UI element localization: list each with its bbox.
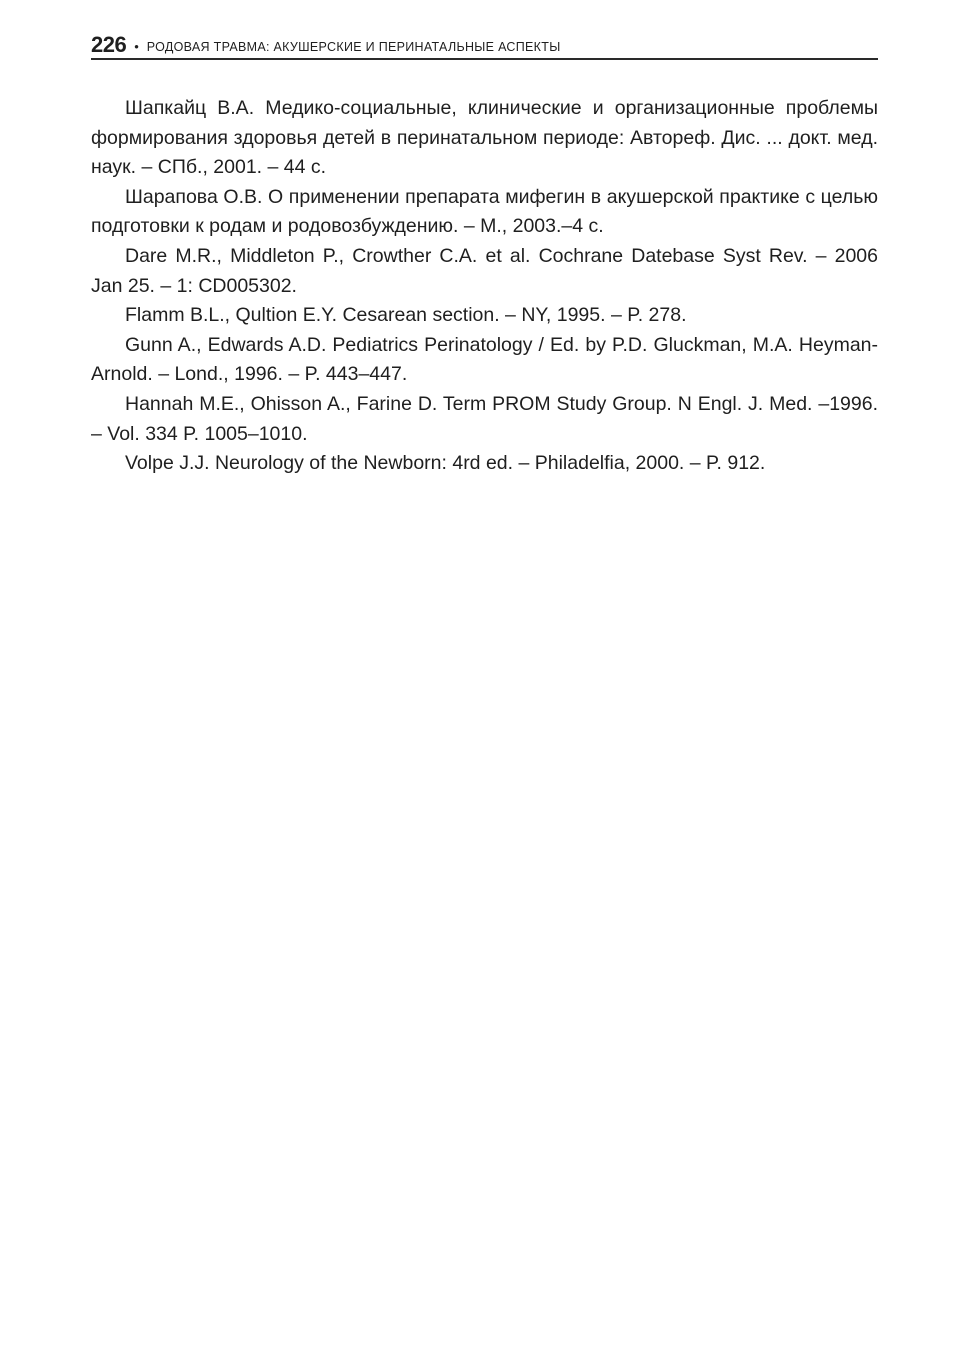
reference-item: Шапкайц В.А. Медико-социальные, клинические и организационные проблемы формирования здоровья детей в перинатальном периоде: Автореф. Дис. ... докт. мед. наук. – СПб., 2001. – 44 с. — [91, 97, 878, 179]
page-number: 226 — [91, 32, 127, 57]
reference-item: Hannah M.E., Ohisson A., Farine D. Term PROM Study Group. N Engl. J. Med. –1996. – Vol. 334 P. 1005–1010. — [91, 392, 878, 445]
page-header — [91, 32, 878, 60]
reference-item: Volpe J.J. Neurology of the Newborn: 4rd ed. – Philadelfia, 2000. – P. 912. — [125, 452, 766, 475]
reference-item: Dare M.R., Middleton P., Crowther C.A. et al. Cochrane Datebase Syst Rev. – 2006 Jan 25. – 1: CD005302. — [91, 244, 878, 297]
reference-item: Flamm B.L., Qultion E.Y. Cesarean section. – NY, 1995. – P. 278. — [125, 304, 687, 327]
running-title: РОДОВАЯ ТРАВМА: АКУШЕРСКИЕ И ПЕРИНАТАЛЬНЫЕ АСПЕКТЫ — [146, 40, 561, 54]
reference-item: Шарапова О.В. О применении препарата мифегин в акушерской практике с целью подготовки к родам и родовозбуждению. – М., 2003.–4 с. — [91, 185, 878, 238]
header-bullet: • — [134, 39, 139, 54]
reference-list — [91, 94, 878, 479]
reference-item: Gunn A., Edwards A.D. Pediatrics Perinatology / Ed. by P.D. Gluckman, M.A. Heyman-Arnold. – Lond., 1996. – P. 443–447. — [91, 333, 878, 386]
